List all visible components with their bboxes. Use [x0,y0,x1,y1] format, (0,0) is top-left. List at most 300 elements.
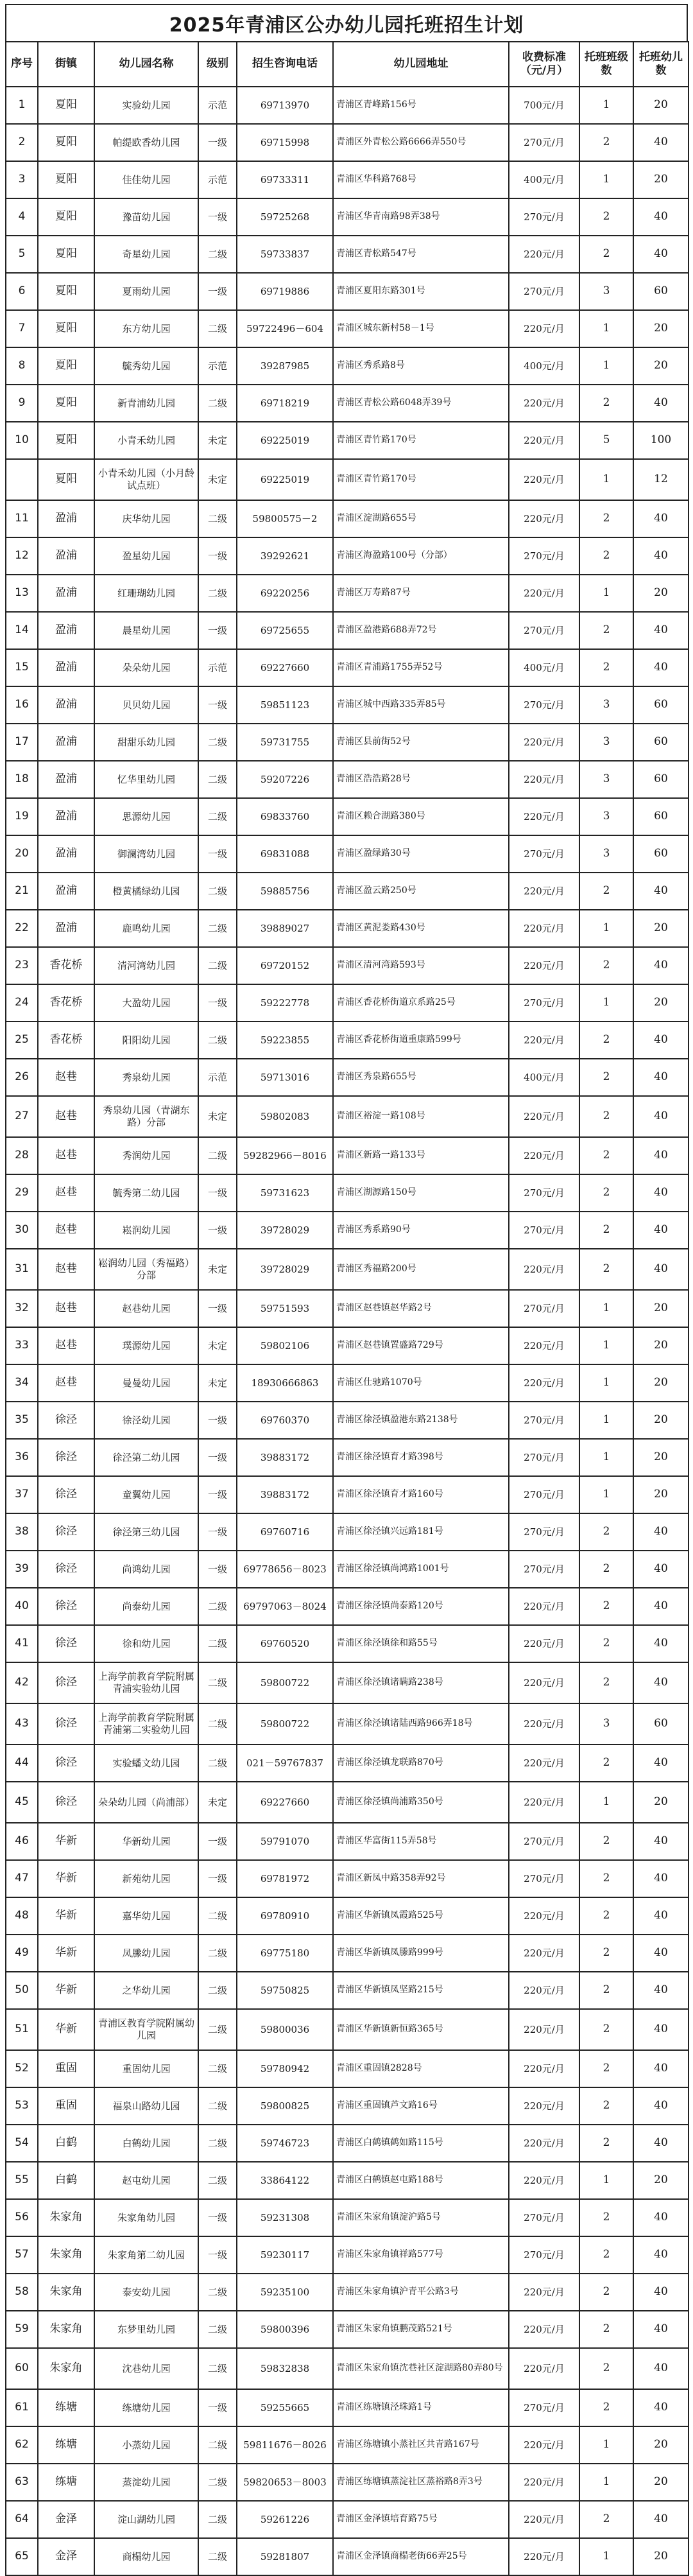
row-phone: 69227660 [237,1782,333,1823]
row-level: 二级 [198,724,237,761]
row-town: 重固 [38,2087,94,2125]
row-level: 一级 [198,612,237,649]
table-row [6,347,689,385]
table-body [6,87,689,2575]
row-phone: 59800575－2 [237,500,333,537]
row-level: 二级 [198,1897,237,1935]
row-classes: 2 [579,1212,633,1249]
row-seq: 34 [6,1364,38,1402]
row-kids: 20 [633,910,689,947]
row-name: 淀山湖幼儿园 [94,2501,198,2538]
row-name: 上海学前教育学院附属青浦第二实验幼儿园 [94,1703,198,1745]
row-level: 二级 [198,2009,237,2050]
row-kids: 40 [633,1860,689,1897]
row-fee: 220元/月 [509,1897,579,1935]
row-phone: 69220256 [237,575,333,612]
row-name: 徐泾第三幼儿园 [94,1513,198,1551]
row-address: 青浦区朱家角镇淀沪路5号 [333,2199,509,2236]
row-level: 示范 [198,161,237,198]
row-fee: 220元/月 [509,310,579,347]
row-phone: 69715998 [237,124,333,161]
table-row [6,2087,689,2125]
row-phone: 59802106 [237,1327,333,1364]
row-phone: 59223855 [237,1022,333,1059]
row-fee: 220元/月 [509,1745,579,1782]
row-name: 奇星幼儿园 [94,236,198,273]
row-town: 香花桥 [38,947,94,984]
row-town: 香花桥 [38,1022,94,1059]
row-classes: 2 [579,947,633,984]
row-name: 尚泰幼儿园 [94,1588,198,1625]
row-town: 赵巷 [38,1137,94,1174]
row-level: 二级 [198,575,237,612]
header-phone: 招生咨询电话 [237,42,333,87]
row-town: 徐泾 [38,1588,94,1625]
row-level: 二级 [198,947,237,984]
table-row [6,1022,689,1059]
row-address: 青浦区青竹路170号 [333,422,509,459]
row-phone: 59791070 [237,1823,333,1860]
row-classes: 2 [579,1551,633,1588]
table-row [6,835,689,873]
row-classes: 1 [579,1439,633,1476]
row-fee: 220元/月 [509,761,579,798]
table-row [6,310,689,347]
row-name: 童翼幼儿园 [94,1476,198,1513]
row-address: 青浦区盈绿路30号 [333,835,509,873]
row-town: 徐泾 [38,1551,94,1588]
row-level: 二级 [198,2538,237,2575]
row-phone: 59235100 [237,2274,333,2311]
row-town: 华新 [38,1823,94,1860]
row-town: 夏阳 [38,87,94,124]
row-phone: 59750825 [237,1972,333,2009]
row-level: 二级 [198,1703,237,1745]
table-row [6,2050,689,2087]
row-name: 御澜湾幼儿园 [94,835,198,873]
row-kids: 40 [633,2274,689,2311]
row-address: 青浦区徐泾镇育才路398号 [333,1439,509,1476]
row-address: 青浦区华青南路98弄38号 [333,198,509,236]
row-kids: 40 [633,2199,689,2236]
row-level: 二级 [198,2464,237,2501]
row-level: 二级 [198,236,237,273]
table-row [6,612,689,649]
row-address: 青浦区盈港路688弄72号 [333,612,509,649]
row-town: 华新 [38,1897,94,1935]
row-phone: 59800036 [237,2009,333,2050]
row-name: 尚鸿幼儿园 [94,1551,198,1588]
row-seq: 1 [6,87,38,124]
row-kids: 20 [633,1439,689,1476]
table-row [6,2538,689,2575]
row-town: 夏阳 [38,198,94,236]
row-level: 一级 [198,1174,237,1212]
header-classes: 托班班级数 [579,42,633,87]
row-classes: 1 [579,347,633,385]
row-fee: 220元/月 [509,459,579,500]
row-kids: 60 [633,798,689,835]
row-level: 一级 [198,1476,237,1513]
row-seq: 13 [6,575,38,612]
row-town: 徐泾 [38,1476,94,1513]
row-level: 一级 [198,1551,237,1588]
row-level: 未定 [198,1782,237,1823]
row-fee: 270元/月 [509,1551,579,1588]
row-fee: 270元/月 [509,273,579,310]
row-phone: 59722496－604 [237,310,333,347]
row-kids: 40 [633,1212,689,1249]
row-seq: 38 [6,1513,38,1551]
row-fee: 220元/月 [509,1662,579,1703]
row-address: 青浦区徐泾镇诸陆西路966弄18号 [333,1703,509,1745]
row-name: 曼曼幼儿园 [94,1364,198,1402]
row-classes: 2 [579,612,633,649]
row-classes: 1 [579,575,633,612]
row-seq: 25 [6,1022,38,1059]
row-seq: 37 [6,1476,38,1513]
row-address: 青浦区青松路547号 [333,236,509,273]
row-town: 夏阳 [38,422,94,459]
row-address: 青浦区徐泾镇诸瞒路238号 [333,1662,509,1703]
row-kids: 40 [633,2348,689,2389]
table-row [6,198,689,236]
row-address: 青浦区练塘镇泾珠路1号 [333,2389,509,2426]
row-level: 一级 [198,2236,237,2274]
row-seq: 47 [6,1860,38,1897]
row-classes: 2 [579,2274,633,2311]
table-row [6,984,689,1022]
row-name: 实验蟠文幼儿园 [94,1745,198,1782]
row-classes: 2 [579,537,633,575]
row-level: 示范 [198,87,237,124]
table-row [6,2162,689,2199]
row-phone: 59231308 [237,2199,333,2236]
row-kids: 40 [633,500,689,537]
row-fee: 220元/月 [509,1588,579,1625]
row-fee: 270元/月 [509,835,579,873]
row-kids: 40 [633,1662,689,1703]
row-name: 实验幼儿园 [94,87,198,124]
row-fee: 400元/月 [509,347,579,385]
row-fee: 220元/月 [509,2009,579,2050]
row-classes: 2 [579,2009,633,2050]
row-kids: 40 [633,198,689,236]
row-fee: 220元/月 [509,2125,579,2162]
table-row [6,385,689,422]
row-kids: 20 [633,310,689,347]
row-name: 徐和幼儿园 [94,1625,198,1662]
table-row [6,2274,689,2311]
row-kids: 20 [633,2464,689,2501]
row-address: 青浦区重固镇2828号 [333,2050,509,2087]
row-seq: 7 [6,310,38,347]
table-row [6,1745,689,1782]
row-seq: 27 [6,1096,38,1137]
row-classes: 1 [579,2426,633,2464]
row-seq: 64 [6,2501,38,2538]
row-name: 忆华里幼儿园 [94,761,198,798]
row-name: 凤縢幼儿园 [94,1935,198,1972]
row-name: 橙黄橘绿幼儿园 [94,873,198,910]
table-row [6,1823,689,1860]
row-classes: 1 [579,87,633,124]
table-row [6,1860,689,1897]
row-phone: 59800396 [237,2311,333,2348]
row-seq: 3 [6,161,38,198]
row-classes: 2 [579,2348,633,2389]
row-kids: 40 [633,1059,689,1096]
row-classes: 2 [579,1935,633,1972]
row-address: 青浦区华新镇凤霞路525号 [333,1897,509,1935]
row-seq: 33 [6,1327,38,1364]
row-phone: 59746723 [237,2125,333,2162]
table-row [6,2199,689,2236]
row-kids: 60 [633,273,689,310]
row-name: 甜甜乐幼儿园 [94,724,198,761]
header-seq: 序号 [6,42,38,87]
row-fee: 220元/月 [509,1972,579,2009]
row-fee: 220元/月 [509,2311,579,2348]
row-fee: 270元/月 [509,2199,579,2236]
row-phone: 69227660 [237,649,333,686]
table-row [6,87,689,124]
row-town: 夏阳 [38,385,94,422]
row-address: 青浦区仕驰路1070号 [333,1364,509,1402]
row-town: 练塘 [38,2389,94,2426]
row-name: 璞源幼儿园 [94,1327,198,1364]
row-address: 青浦区徐泾镇盈港东路2138号 [333,1402,509,1439]
row-classes: 1 [579,1476,633,1513]
row-classes: 3 [579,835,633,873]
row-name: 红珊瑚幼儿园 [94,575,198,612]
row-town: 夏阳 [38,459,94,500]
row-seq: 57 [6,2236,38,2274]
row-address: 青浦区海盈路100号（分部） [333,537,509,575]
row-phone: 59780942 [237,2050,333,2087]
table-row [6,2348,689,2389]
row-classes: 3 [579,686,633,724]
row-name: 白鹤幼儿园 [94,2125,198,2162]
table-row [6,2501,689,2538]
table-row [6,2009,689,2050]
row-kids: 40 [633,1137,689,1174]
row-fee: 400元/月 [509,161,579,198]
row-phone: 69713970 [237,87,333,124]
row-fee: 270元/月 [509,2236,579,2274]
row-name: 思源幼儿园 [94,798,198,835]
row-phone: 59800722 [237,1662,333,1703]
row-fee: 220元/月 [509,2501,579,2538]
row-address: 青浦区浩浩路28号 [333,761,509,798]
table-row [6,1290,689,1327]
table-row [6,2125,689,2162]
row-phone: 39883172 [237,1439,333,1476]
row-town: 华新 [38,1935,94,1972]
row-address: 青浦区华新镇新恒路365号 [333,2009,509,2050]
row-town: 徐泾 [38,1662,94,1703]
row-name: 练塘幼儿园 [94,2389,198,2426]
row-address: 青浦区华新镇凤坚路215号 [333,1972,509,2009]
row-seq: 48 [6,1897,38,1935]
row-address: 青浦区赵巷镇置盛路729号 [333,1327,509,1364]
table-row [6,2464,689,2501]
table-row [6,686,689,724]
row-level: 二级 [198,2087,237,2125]
row-classes: 2 [579,1137,633,1174]
row-seq: 6 [6,273,38,310]
table-row [6,873,689,910]
row-seq: 2 [6,124,38,161]
row-name: 夏雨幼儿园 [94,273,198,310]
row-name: 之华幼儿园 [94,1972,198,2009]
row-address: 青浦区徐泾镇龙联路870号 [333,1745,509,1782]
row-seq: 21 [6,873,38,910]
enrollment-sheet [5,4,688,2576]
row-address: 青浦区白鹤镇鹤如路115号 [333,2125,509,2162]
table-row [6,1137,689,1174]
row-seq: 35 [6,1402,38,1439]
row-name: 青浦区教育学院附属幼儿园 [94,2009,198,2050]
row-town: 夏阳 [38,347,94,385]
row-level: 一级 [198,2199,237,2236]
row-address: 青浦区朱家角镇鹏茂路521号 [333,2311,509,2348]
row-level: 示范 [198,649,237,686]
row-address: 青浦区朱家角镇祥路577号 [333,2236,509,2274]
row-town: 朱家角 [38,2311,94,2348]
row-kids: 40 [633,2389,689,2426]
row-kids: 20 [633,87,689,124]
row-classes: 2 [579,1745,633,1782]
row-seq: 18 [6,761,38,798]
row-name: 重固幼儿园 [94,2050,198,2087]
table-row [6,575,689,612]
row-name: 赵巷幼儿园 [94,1290,198,1327]
table-row [6,422,689,459]
row-classes: 3 [579,273,633,310]
row-kids: 20 [633,575,689,612]
row-name: 蒸淀幼儿园 [94,2464,198,2501]
row-address: 青浦区秀系路8号 [333,347,509,385]
row-classes: 2 [579,124,633,161]
row-kids: 20 [633,1290,689,1327]
row-seq: 44 [6,1745,38,1782]
row-name: 朵朵幼儿园 [94,649,198,686]
row-kids: 20 [633,161,689,198]
row-phone: 69718219 [237,385,333,422]
row-name: 盈星幼儿园 [94,537,198,575]
row-classes: 2 [579,198,633,236]
row-address: 青浦区朱家角镇沈巷社区淀湖路80弄80号 [333,2348,509,2389]
row-level: 一级 [198,2389,237,2426]
row-level: 一级 [198,198,237,236]
table-row [6,537,689,575]
row-kids: 40 [633,2087,689,2125]
row-phone: 69225019 [237,422,333,459]
row-name: 徐泾幼儿园 [94,1402,198,1439]
table-row [6,1327,689,1364]
row-kids: 40 [633,873,689,910]
row-address: 青浦区青竹路170号 [333,459,509,500]
table-row [6,2389,689,2426]
row-phone: 69760716 [237,1513,333,1551]
row-town: 徐泾 [38,1745,94,1782]
row-seq: 32 [6,1290,38,1327]
row-classes: 2 [579,385,633,422]
row-kids: 40 [633,649,689,686]
row-town: 金泽 [38,2538,94,2575]
row-address: 青浦区秀泉路655号 [333,1059,509,1096]
row-seq: 59 [6,2311,38,2348]
table-row [6,1174,689,1212]
row-name: 朱家角幼儿园 [94,2199,198,2236]
row-seq: 53 [6,2087,38,2125]
row-fee: 220元/月 [509,1249,579,1290]
row-address: 青浦区徐泾镇育才路160号 [333,1476,509,1513]
row-kids: 40 [633,947,689,984]
row-phone: 59800825 [237,2087,333,2125]
row-kids: 20 [633,347,689,385]
row-phone: 59731755 [237,724,333,761]
table-row [6,2426,689,2464]
row-level: 一级 [198,1290,237,1327]
row-classes: 1 [579,1290,633,1327]
row-level: 未定 [198,422,237,459]
row-level: 二级 [198,500,237,537]
table-row [6,1935,689,1972]
row-level: 二级 [198,1745,237,1782]
row-kids: 40 [633,1823,689,1860]
row-kids: 40 [633,1972,689,2009]
row-seq: 51 [6,2009,38,2050]
row-name: 徐泾第二幼儿园 [94,1439,198,1476]
row-seq: 55 [6,2162,38,2199]
table-row [6,124,689,161]
row-seq: 4 [6,198,38,236]
row-address: 青浦区夏阳东路301号 [333,273,509,310]
row-phone: 33864122 [237,2162,333,2199]
row-fee: 220元/月 [509,1327,579,1364]
row-level: 二级 [198,2050,237,2087]
row-address: 青浦区城东新村58－1号 [333,310,509,347]
row-kids: 40 [633,1588,689,1625]
row-classes: 1 [579,1364,633,1402]
row-seq: 31 [6,1249,38,1290]
row-town: 盈浦 [38,835,94,873]
row-name: 沈巷幼儿园 [94,2348,198,2389]
row-phone: 59282966－8016 [237,1137,333,1174]
row-kids: 20 [633,1476,689,1513]
row-phone: 39889027 [237,910,333,947]
row-classes: 1 [579,459,633,500]
row-town: 夏阳 [38,161,94,198]
row-classes: 1 [579,1327,633,1364]
row-phone: 59733837 [237,236,333,273]
table-row [6,1364,689,1402]
row-address: 青浦区金泽镇商榻老街66弄25号 [333,2538,509,2575]
row-seq: 20 [6,835,38,873]
row-kids: 40 [633,385,689,422]
row-seq: 50 [6,1972,38,2009]
row-classes: 3 [579,761,633,798]
row-town: 白鹤 [38,2125,94,2162]
row-classes: 1 [579,310,633,347]
row-kids: 20 [633,1364,689,1402]
row-seq: 11 [6,500,38,537]
row-phone: 021－59767837 [237,1745,333,1782]
row-phone: 69725655 [237,612,333,649]
row-level: 未定 [198,1096,237,1137]
